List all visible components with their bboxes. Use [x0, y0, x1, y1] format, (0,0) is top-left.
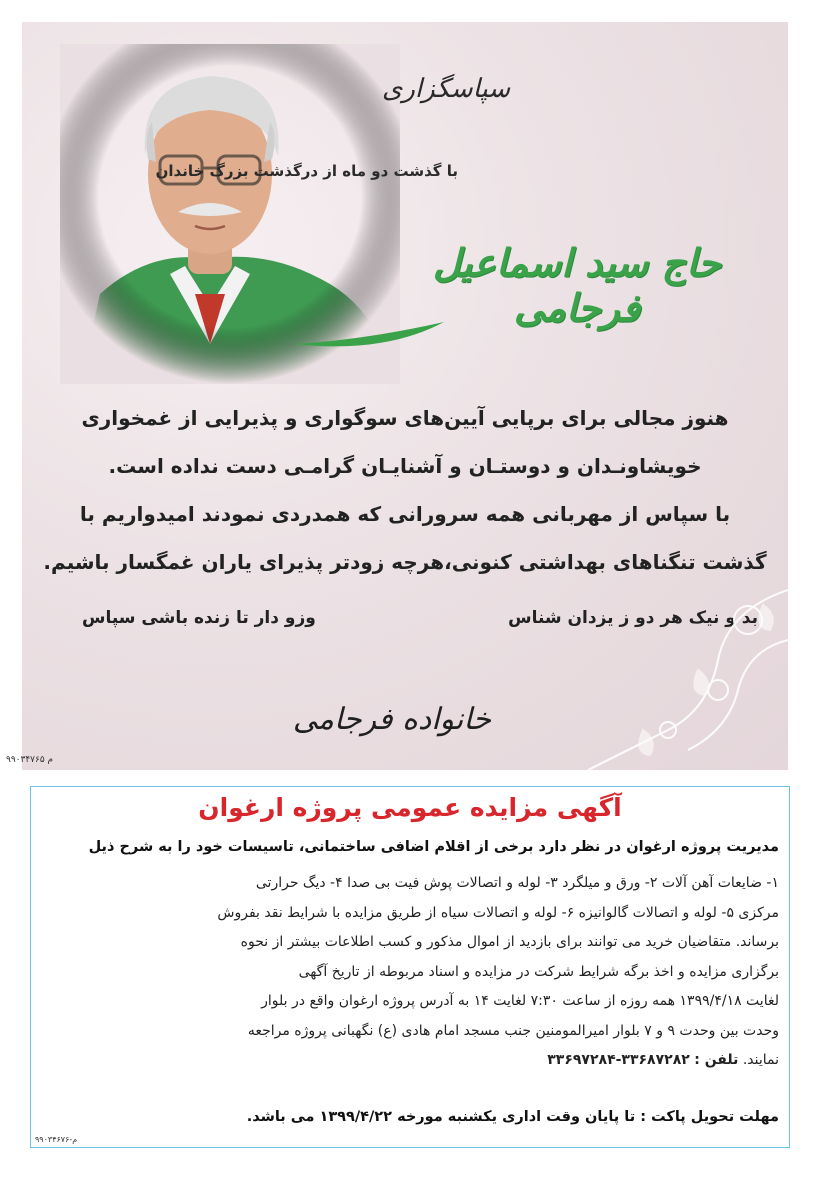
notice-title: آگهی مزایده عمومی پروژه ارغوان [198, 793, 622, 822]
notice-line: برگزاری مزایده و اخذ برگه شرایط شرکت در مزایده و اسناد مربوطه از تاریخ آگهی [298, 963, 779, 980]
family-signature: خانواده فرجامی [292, 702, 492, 737]
calligraphy-swash [294, 314, 444, 354]
floral-ornament [548, 580, 788, 770]
phone-numbers: ۳۳۶۸۷۲۸۲-۳۳۶۹۷۲۸۴ [547, 1052, 690, 1068]
notice-closing-text: نمایند. [742, 1052, 779, 1068]
notice-line: لغایت ۱۳۹۹/۴/۱۸ همه روزه از ساعت ۷:۳۰ لغایت ۱۴ به آدرس پروژه ارغوان واقع در بلوار [261, 993, 779, 1009]
notice-line: ۱- ضایعات آهن آلات ۲- ورق و میلگرد ۳- لوله و اتصالات پوش فیت بی صدا ۴- دیگ حرارتی [255, 875, 779, 891]
notice-line: مرکزی ۵- لوله و اتصالات گالوانیزه ۶- لوله و اتصالات سیاه از طریق مزایده با شرایط نقد بفروش [217, 904, 779, 921]
message-line: گذشت تنگناهای بهداشتی کنونی،هرچه زودتر پذیرای یاران غمگسار باشیم. [43, 550, 767, 574]
notice-body [41, 869, 779, 1076]
deceased-name: حاج سید اسماعیل فرجامی [432, 240, 722, 330]
thanks-message [40, 394, 770, 586]
phone-label: تلفن : [694, 1052, 739, 1068]
notice-line: وحدت بین وحدت ۹ و ۷ بلوار امیرالمومنین جنب مسجد امام هادی (ع) نگهبانی پروژه مراجعه [247, 1022, 779, 1039]
auction-notice [30, 786, 790, 1148]
ad-code: ۹۹۰۳۴۶۷۶-م [35, 1135, 78, 1144]
ad-code: ۹۹۰۳۴۷۶۵ م [6, 755, 54, 765]
notice-line: برساند. متقاضیان خرید می توانند برای بازدید از اموال مذکور و کسب اطلاعات بیشتر از نحوه [240, 934, 779, 950]
announcement-subline: با گذشت دو ماه از درگذشت بزرگ خاندان [155, 162, 458, 180]
message-line: با سپاس از مهربانی همه سرورانی که همدردی نمودند امیدواریم با [79, 502, 731, 526]
thanks-heading: سپاسگزاری [382, 74, 511, 104]
condolence-card [22, 22, 788, 770]
notice-line [41, 1046, 779, 1076]
poem-verse-left: وزو دار تا زنده باشی سپاس [82, 608, 316, 628]
message-line: هنوز مجالی برای برپایی آیین‌های سوگواری و پذیرایی از غمخواری [81, 406, 729, 430]
message-line: خویشاونـدان و دوستـان و آشنایـان گرامـی دست نداده است. [108, 454, 702, 478]
poem-verse-right: بد و نیک هر دو ز یزدان شناس [508, 608, 758, 628]
notice-lead: مدیریت پروژه ارغوان در نظر دارد برخی از اقلام اضافی ساختمانی، تاسیسات خود را به شرح ذیل [88, 839, 779, 855]
submission-deadline: مهلت تحویل پاکت : تا پایان وقت اداری یکشنبه مورخه ۱۳۹۹/۴/۲۲ می باشد. [246, 1109, 779, 1125]
